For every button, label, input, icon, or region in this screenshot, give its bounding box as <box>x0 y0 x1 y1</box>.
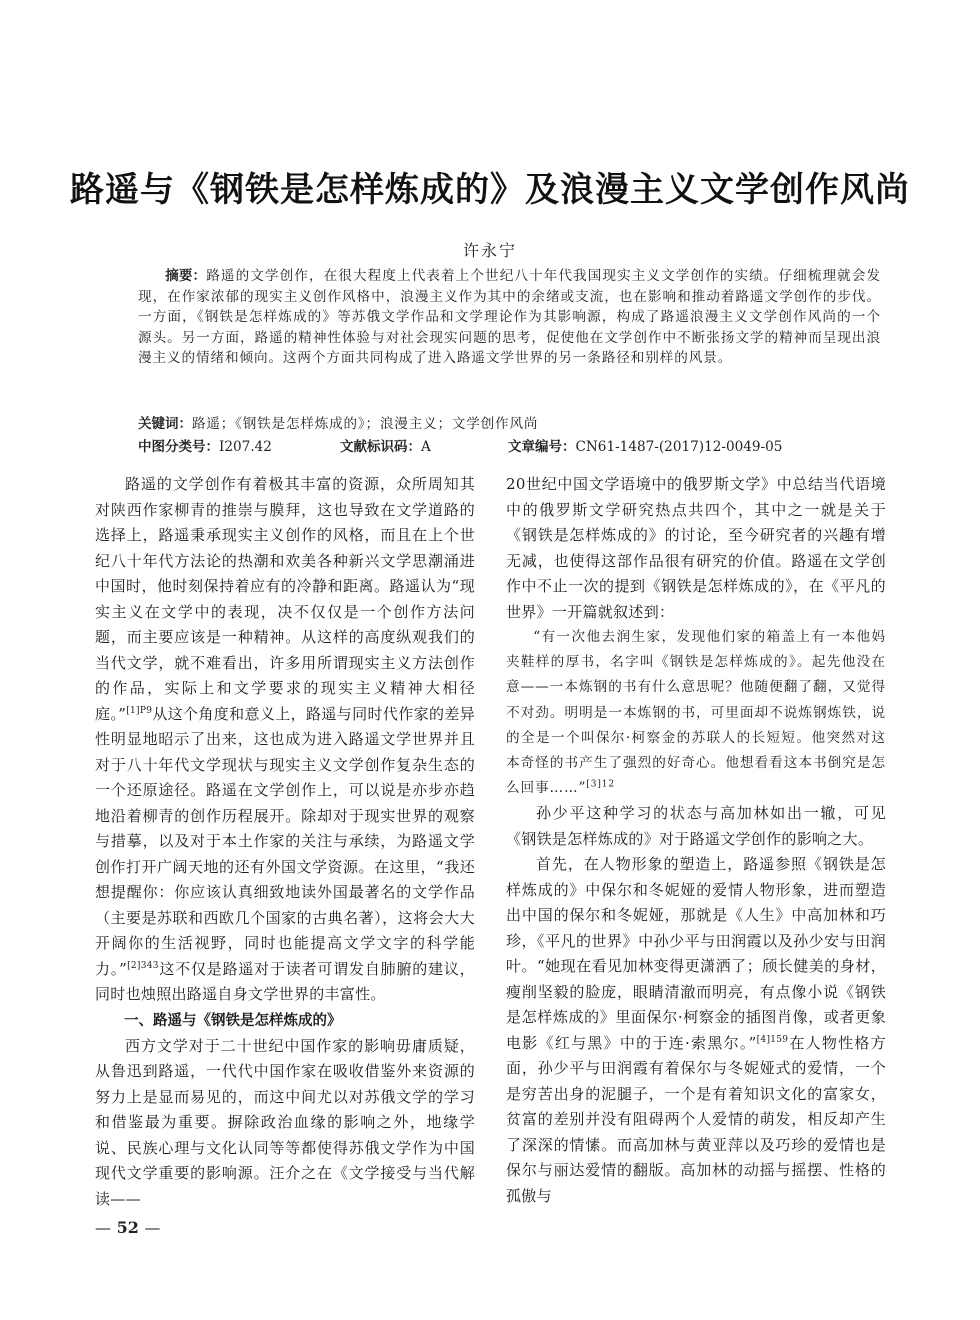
page-number: 52 <box>116 1218 139 1237</box>
article-title: 路遥与《钢铁是怎样炼成的》及浪漫主义文学创作风尚 <box>70 170 910 210</box>
body-paragraph <box>506 852 886 1209</box>
document-code <box>340 437 431 457</box>
document-code-label: 文献标识码： <box>340 439 421 455</box>
quote-text: “有一次他去润生家，发现他们家的箱盖上有一本他妈夹鞋样的厚书，名字叫《钢铁是怎样炼成的》。起先他没在意——一本炼钢的书有什么意思呢？他随便翻了翻，又觉得不对劲。明明是一本炼钢的书，可里面却不说炼钢炼铁，说的全是一个叫保尔·柯察金的苏联人的长短短。他突然对这本奇怪的书产生了强烈的好奇心。他想看看这本书倒究是怎么回事……” <box>506 629 886 797</box>
paragraph-text: 路遥的文学创作有着极其丰富的资源，众所周知其对陕西作家柳青的推崇与膜拜，这也导致在文学道路的选择上，路遥秉承现实主义创作的风格，而且在上个世纪八十年代方法论的热潮和欢美各种新兴文学思潮涌进中国时，他时刻保持着应有的冷静和距离。路遥认为“现实主义在文学中的表现，决不仅仅是一个创作方法问题，而主要应该是一种精神。从这样的高度纵观我们的当代文学，就不难看出，许多用所谓现实主义方法创作的作品，实际上和文学要求的现实主义精神大相径庭。” <box>95 475 475 723</box>
abstract <box>138 266 881 369</box>
article-number <box>508 437 782 457</box>
clc-number <box>138 437 272 457</box>
clc-label: 中图分类号： <box>138 439 219 455</box>
keywords-label: 关键词： <box>138 416 192 432</box>
document-code-value: A <box>421 439 431 455</box>
article-number-value: CN61-1487-(2017)12-0049-05 <box>575 439 783 455</box>
article-number-label: 文章编号： <box>508 439 576 455</box>
author-name: 许永宁 <box>462 241 517 260</box>
paragraph-text: 首先，在人物形象的塑造上，路遥参照《钢铁是怎样炼成的》中保尔和冬妮娅的爱情人物形象，进而塑造出中国的保尔和冬妮娅，那就是《人生》中高加林和巧珍，《平凡的世界》中孙少平与田润霞以及孙少安与田润叶。“她现在看见加林变得更潇洒了；颀长健美的身材，瘦削坚毅的脸庞，眼睛清澈而明亮，有点像小说《钢铁是怎样炼成的》里面保尔·柯察金的插图肖像，或者更象电影《红与黑》中的于连·索黑尔。” <box>506 855 886 1052</box>
body-paragraph: 20世纪中国文学语境中的俄罗斯文学》中总结当代语境中的俄罗斯文学研究热点共四个，其中之一就是关于《钢铁是怎样炼成的》的讨论，至今研究者的兴趣有增无减，也使得这部作品很有研究的价值。路遥在文学创作中不止一次的提到《钢铁是怎样炼成的》，在《平凡的世界》一开篇就叙述到： <box>506 475 886 621</box>
citation-marker: [4]159 <box>756 1034 789 1045</box>
keywords <box>138 414 881 434</box>
abstract-label: 摘要： <box>165 268 207 284</box>
paragraph-text: 在人物性格方面，孙少平与田润霞有着保尔与冬妮娅式的爱情，一个是穷苦出身的泥腿子，一个是有着知识文化的富家女，贫富的差别并没有阻碍两个人爱情的萌发，相反却产生了深深的情愫。而高加林与黄亚萍以及巧珍的爱情也是保尔与丽达爱情的翻版。高加林的动摇与摇摆、性格的孤傲与 <box>506 1033 886 1205</box>
abstract-text: 路遥的文学创作，在很大程度上代表着上个世纪八十年代我国现实主义文学创作的实绩。仔细梳理就会发现，在作家浓郁的现实主义创作风格中，浪漫主义作为其中的余绪或支流，也在影响和推动着路遥文学创作的步伐。一方面，《钢铁是怎样炼成的》等苏俄文学作品和文学理论作为其影响源，构成了路遥浪漫主义文学创作风尚的一个源头。另一方面，路遥的精神性体验与对社会现实问题的思考，促使他在文学创作中不断张扬文学的精神而呈现出浪漫主义的情绪和倾向。这两个方面共同构成了进入路遥文学世界的另一条路径和别样的风景。 <box>138 268 881 366</box>
page-number-footer <box>95 1218 160 1237</box>
left-column <box>95 472 475 1212</box>
citation-marker: [3]12 <box>586 779 616 790</box>
folio-dash: — <box>144 1218 161 1237</box>
block-quote <box>506 625 886 801</box>
citation-marker: [2]343 <box>127 960 159 971</box>
clc-value: I207.42 <box>219 439 272 455</box>
body-paragraph: 西方文学对于二十世纪中国作家的影响毋庸质疑，从鲁迅到路遥，一代代中国作家在吸收借鉴外来资源的努力上是显而易见的，而这中间尤以对苏俄文学的学习和借鉴最为重要。摒除政治血缘的影响之外，地缘学说、民族心理与文化认同等等都使得苏俄文学作为中国现代文学重要的影响源。汪介之在《文学接受与当代解读—— <box>95 1036 475 1208</box>
keywords-text: 路遥；《钢铁是怎样炼成的》；浪漫主义；文学创作风尚 <box>192 416 539 432</box>
folio-dash: — <box>95 1218 111 1237</box>
body-paragraph: 孙少平这种学习的状态与高加林如出一辙，可见《钢铁是怎样炼成的》对于路遥文学创作的影响之大。 <box>506 804 886 848</box>
body-paragraph <box>95 472 475 1008</box>
citation-marker: [1]P9 <box>126 705 153 716</box>
paragraph-text: 从这个角度和意义上，路遥与同时代作家的差异性明显地昭示了出来，这也成为进入路遥文学世界并且对于八十年代文学现状与现实主义文学创作复杂生态的一个还原途径。路遥在文学创作上，可以说是亦步亦趋地沿着柳青的创作历程展开。除却对于现实世界的观察与措摹，以及对于本土作家的关注与承续，为路遥文学创作打开广阔天地的还有外国文学资源。在这里，“我还想提醒你：你应该认真细致地读外国最著名的文学作品（主要是苏联和西欧几个国家的古典名著），这将会大大开阔你的生活视野，同时也能提高文学文字的科学能力。” <box>95 704 475 978</box>
section-heading: 一、路遥与《钢铁是怎样炼成的》 <box>124 1012 342 1029</box>
right-column <box>506 472 886 1209</box>
paragraph-text: 这不仅是路遥对于读者可谓发自肺腑的建议，同时也烛照出路遥自身文学世界的丰富性。 <box>95 959 475 1003</box>
